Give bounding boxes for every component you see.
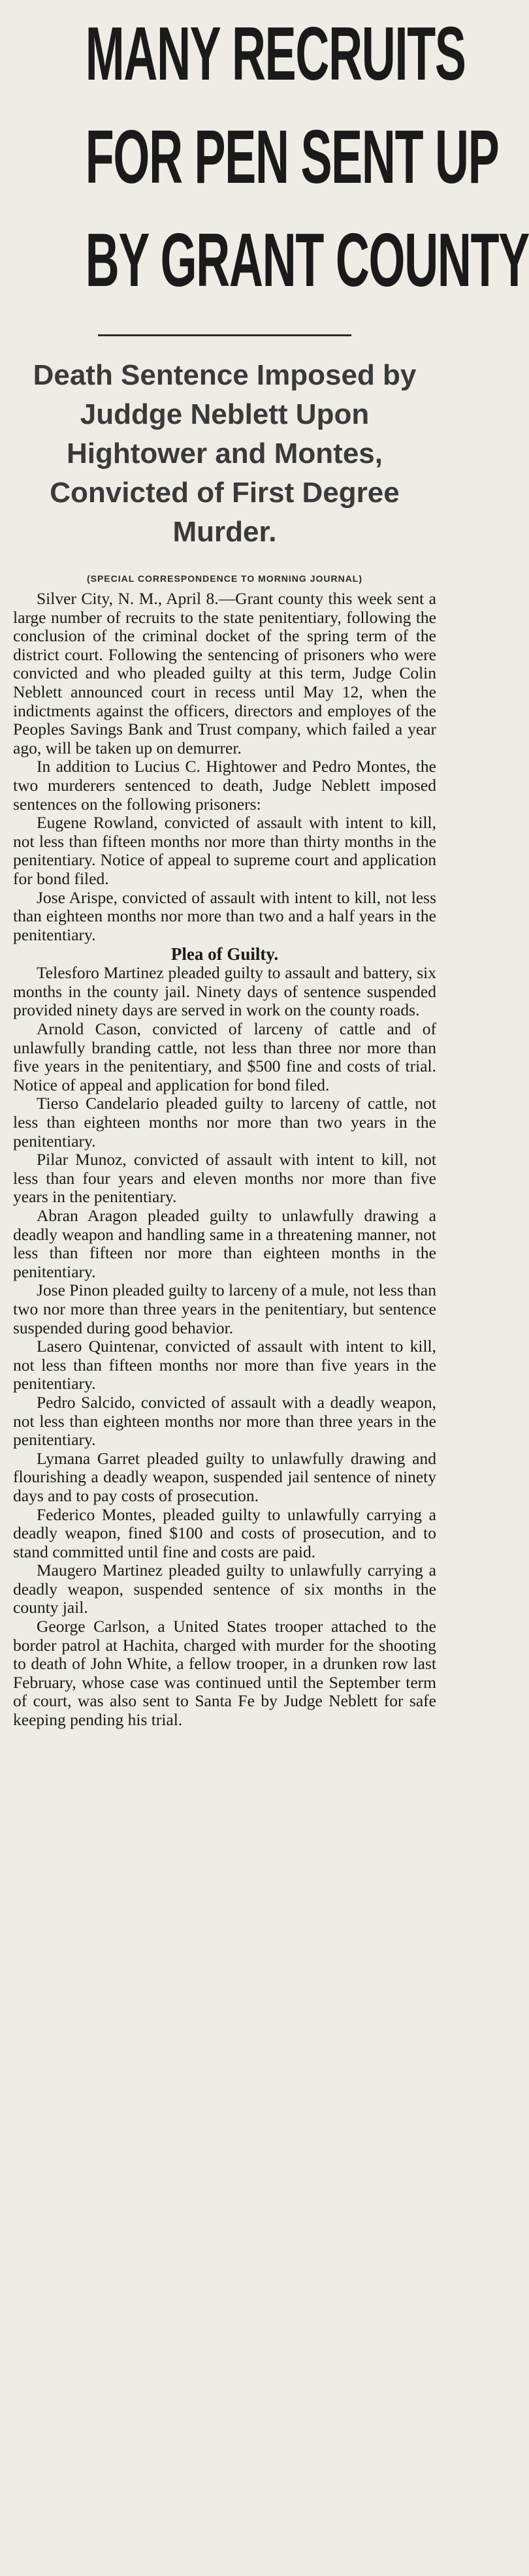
article-paragraph: Jose Arispe, convicted of assault with intent to kill, not less than eighteen months nor more than two and a half years in the penitentiary. [13,887,436,944]
deck-subheadline: Death Sentence Imposed by Juddge Neblett Upon Hightower and Montes, Convicted of First Degree Murder. [33,359,417,548]
article-body [13,590,436,1730]
article-paragraph: Abran Aragon pleaded guilty to unlawfully drawing a deadly weapon and handling same in a threatening manner, not less than fifteen nor more than eighteen months in the penitentiary. [13,1206,436,1281]
article-paragraph: Jose Pinon pleaded guilty to larceny of a mule, not less than two nor more than three years in the penitentiary, but sentence suspended during good behavior. [13,1280,436,1337]
headline-line-2: FOR PEN SENT UP [85,114,499,199]
article-paragraph: Lymana Garret pleaded guilty to unlawfully drawing and flourishing a deadly weapon, suspended jail sentence of ninety days and to pay costs of prosecution. [13,1448,436,1505]
headline-line-1: MANY RECRUITS [85,11,466,96]
article-paragraph: Maugero Martinez pleaded guilty to unlawfully carrying a deadly weapon, suspended sentence of six months in the county jail. [13,1561,436,1617]
article-paragraph: Arnold Cason, convicted of larceny of cattle and of unlawfully branding cattle, not less than three nor more than five years in the penitentiary, and $500 fine and costs of trial. Notice of appeal and application for bond filed. [13,1019,436,1094]
article-paragraph: Pilar Munoz, convicted of assault with intent to kill, not less than four years and eleven months nor more than five years in the penitentiary. [13,1150,436,1207]
article-paragraph: Telesforo Martinez pleaded guilty to assault and battery, six months in the county jail. Ninety days of sentence suspended provided ninety days are served in work on the county roads. [13,963,436,1020]
article-paragraph: Eugene Rowland, convicted of assault with intent to kill, not less than fifteen months nor more than thirty months in the penitentiary. Notice of appeal to supreme court and application for bond filed. [13,813,436,888]
article-paragraph: George Carlson, a United States trooper attached to the border patrol at Hachita, charged with murder for the shooting to death of John White, a fellow trooper, in a drunken row last February, whose case was continued until the September term of court, was also sent to Santa Fe by Judge Neblett for safe keeping pending his trial. [13,1617,436,1730]
article-paragraph: In addition to Lucius C. Hightower and Pedro Montes, the two murderers sentenced to death, Judge Neblett imposed sentences on the following prisoners: [13,757,436,814]
section-subhead: Plea of Guilty. [170,944,279,964]
article-paragraph: Lasero Quintenar, convicted of assault with intent to kill, not less than fifteen months nor more than five years in the penitentiary. [13,1337,436,1393]
headline-divider [98,334,351,336]
article-paragraph: Silver City, N. M., April 8.—Grant county this week sent a large number of recruits to the state penitentiary, following the conclusion of the criminal docket of the spring term of the district court. Following the sentencing of prisoners who were convicted and who pleaded guilty at this term, Judge Colin Neblett announced court in recess until May 12, when the indictments against the officers, directors and employes of the Peoples Savings Bank and Trust company, which failed a year ago, will be taken up on demurrer. [13,589,436,757]
headline-line-3: BY GRANT COUNTY [85,217,529,302]
article-paragraph: Federico Montes, pleaded guilty to unlawfully carrying a deadly weapon, fined $100 and costs of prosecution, and to stand committed until fine and costs are paid. [13,1504,436,1561]
article-paragraph: Pedro Salcido, convicted of assault with a deadly weapon, not less than eighteen months nor more than three years in the penitentiary. [13,1392,436,1450]
article-paragraph: Tierso Candelario pleaded guilty to larceny of cattle, not less than eighteen months nor more than two years in the penitentiary. [13,1094,436,1151]
correspondence-credit: (SPECIAL CORRESPONDENCE TO MORNING JOURNAL) [86,573,363,584]
